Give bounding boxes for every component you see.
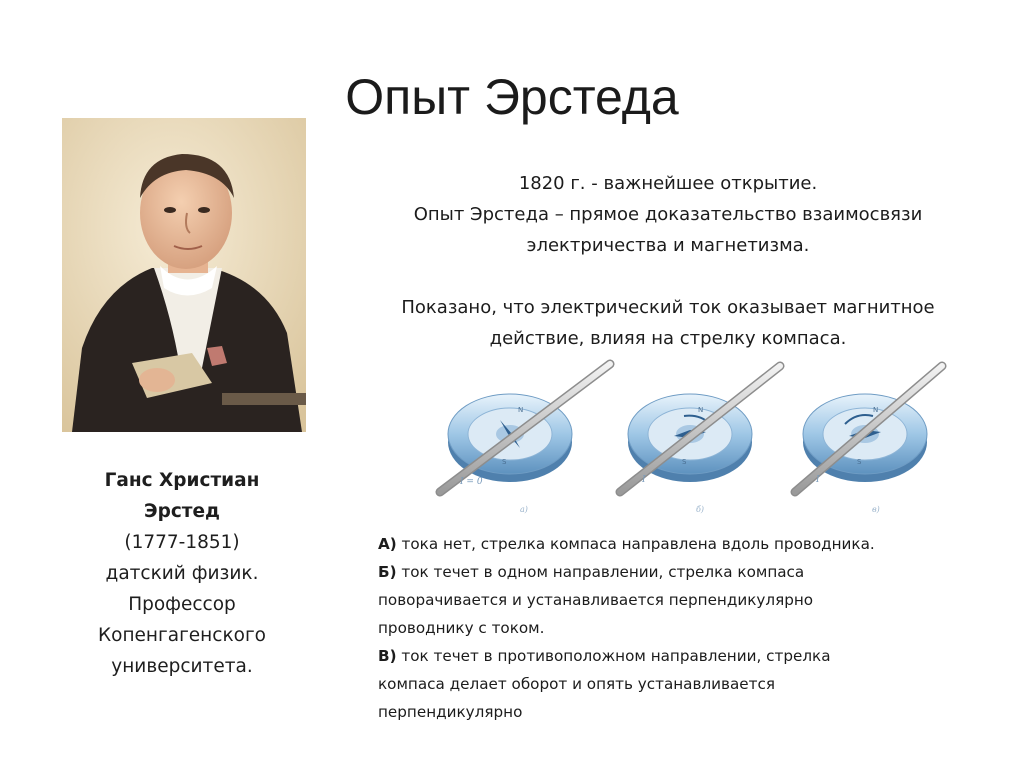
- current-label-a: I = 0: [460, 477, 483, 487]
- person-role: датский физик.: [105, 563, 259, 584]
- person-position-line3: университета.: [111, 656, 253, 677]
- legend-item-c: [378, 642, 988, 670]
- legend-line: компаса делает оборот и опять устанавливается: [378, 675, 775, 693]
- compass-experiment-figure: [420, 352, 950, 522]
- legend-prefix-a: А): [378, 535, 397, 553]
- legend-item-b: [378, 558, 988, 586]
- legend-prefix-c: В): [378, 647, 397, 665]
- intro-text: [348, 168, 988, 354]
- legend-line: поворачивается и устанавливается перпендикулярно: [378, 591, 814, 609]
- intro-line: Показано, что электрический ток оказывает магнитное: [401, 297, 935, 318]
- person-caption: [66, 465, 298, 682]
- page-title: Опыт Эрстеда: [345, 69, 679, 125]
- person-name-line1: Ганс Христиан: [104, 470, 260, 491]
- compass-letter-s: S: [682, 458, 687, 466]
- compass-letter-n: N: [873, 406, 879, 414]
- compass-letter-s: S: [502, 458, 507, 466]
- compass-letter-n: N: [518, 406, 524, 414]
- portrait-oersted-icon: [62, 118, 306, 432]
- legend-line: проводнику с током.: [378, 619, 545, 637]
- intro-line: действие, влияя на стрелку компаса.: [489, 328, 847, 349]
- person-years: (1777-1851): [124, 532, 240, 553]
- current-label-b: I: [642, 475, 646, 485]
- intro-line: электричества и магнетизма.: [526, 235, 810, 256]
- compass-letter-n: N: [698, 406, 704, 414]
- compass-letter-s: S: [857, 458, 862, 466]
- legend-prefix-b: Б): [378, 563, 397, 581]
- person-position-line2: Копенгагенского: [98, 625, 266, 646]
- current-label-c: I: [816, 475, 820, 485]
- intro-line: Опыт Эрстеда – прямое доказательство взаимосвязи: [413, 204, 923, 225]
- intro-line: 1820 г. - важнейшее открытие.: [518, 173, 818, 194]
- person-name-line2: Эрстед: [144, 501, 220, 522]
- legend-line: перпендикулярно: [378, 703, 523, 721]
- panel-label-b: б): [696, 505, 705, 514]
- legend-text: [378, 530, 988, 726]
- legend-item-a: [378, 530, 988, 558]
- legend-text-c1: ток течет в противоположном направлении, стрелка: [396, 647, 831, 665]
- panel-label-c: в): [872, 505, 880, 514]
- legend-text-a: тока нет, стрелка компаса направлена вдоль проводника.: [396, 535, 875, 553]
- panel-label-a: а): [520, 505, 528, 514]
- legend-text-b1: ток течет в одном направлении, стрелка компаса: [396, 563, 805, 581]
- person-position-line1: Профессор: [128, 594, 236, 615]
